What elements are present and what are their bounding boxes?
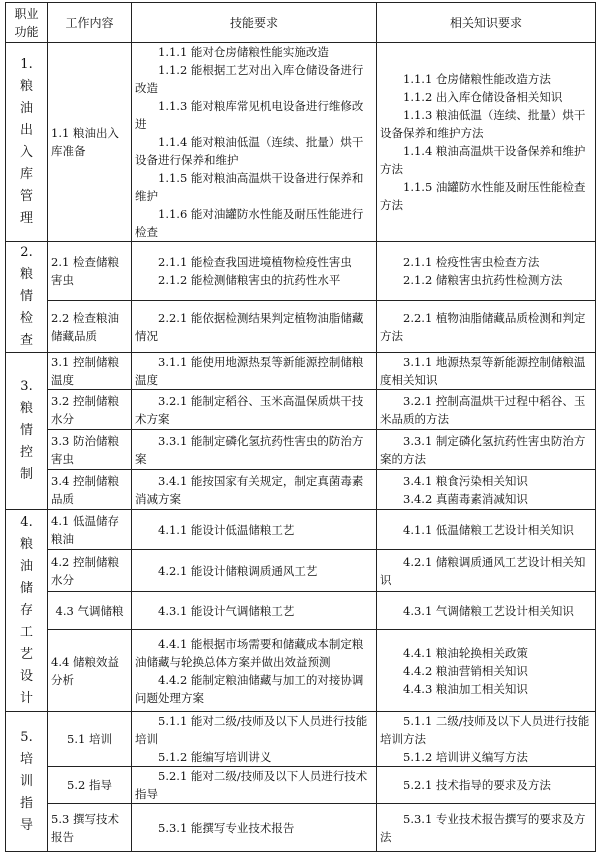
skill-item: 1.1.2 能根据工艺对出入库仓储设备进行改造 [135, 63, 364, 95]
knowledge-cell [377, 242, 596, 301]
work-content-cell [48, 43, 132, 242]
work-content-cell [48, 510, 132, 550]
function-label: 1.粮油出入库管理 [19, 57, 33, 226]
work-content-cell [48, 242, 132, 301]
work-content-text: 3.4 控制储粮品质 [51, 473, 119, 506]
skill-item: 1.1.3 能对粮库常见机电设备进行维修改进 [135, 99, 364, 131]
knowledge-item: 3.4.1 粮食污染相关知识 [403, 473, 528, 488]
header-knowledge: 相关知识要求 [377, 3, 596, 43]
table-body [6, 43, 596, 852]
skills-cell [132, 550, 377, 592]
work-content-cell [48, 804, 132, 852]
skills-cell [132, 430, 377, 470]
knowledge-cell [377, 712, 596, 767]
knowledge-item: 1.1.5 油罐防水性能及耐压性能检查方法 [380, 180, 586, 212]
skill-item: 2.1.2 能检测储粮害虫的抗药性水平 [158, 273, 341, 288]
knowledge-cell [377, 301, 596, 353]
knowledge-item: 5.2.1 技术指导的要求及方法 [403, 778, 551, 792]
function-cell [6, 43, 48, 242]
work-content-text: 5.1 培训 [67, 732, 112, 746]
knowledge-cell [377, 767, 596, 804]
table-row [6, 43, 596, 242]
skill-item: 4.3.1 能设计气调储粮工艺 [158, 603, 295, 618]
skills-cell [132, 712, 377, 767]
knowledge-cell [377, 353, 596, 390]
header-skills: 技能要求 [132, 3, 377, 43]
skill-item: 3.3.1 能制定磷化氢抗药性害虫的防治方案 [135, 433, 364, 466]
work-content-text: 5.3 撰写技术报告 [51, 811, 119, 844]
knowledge-item: 4.4.3 粮油加工相关知识 [403, 681, 528, 696]
work-content-text: 1.1 粮油出入库准备 [51, 126, 119, 158]
knowledge-item: 3.2.1 控制高温烘干过程中稻谷、玉米品质的方法 [380, 393, 586, 426]
knowledge-cell [377, 430, 596, 470]
skill-item: 1.1.1 能对仓房储粮性能实施改造 [158, 45, 329, 59]
work-content-cell [48, 767, 132, 804]
knowledge-item: 1.1.4 粮油高温烘干设备保养和维护方法 [380, 144, 586, 176]
header-function: 职业功能 [6, 3, 48, 43]
skill-item: 1.1.4 能对粮油低温（连续、批量）烘干设备进行保养和维护 [135, 135, 364, 167]
function-label: 4.粮油储存工艺设计 [19, 514, 33, 706]
work-content-text: 4.4 储粮效益分析 [51, 654, 119, 687]
table-row [6, 630, 596, 712]
table-row [6, 353, 596, 390]
skill-item: 4.1.1 能设计低温储粮工艺 [158, 522, 295, 537]
work-content-text: 3.1 控制储粮温度 [51, 355, 119, 387]
knowledge-cell [377, 550, 596, 592]
skills-cell [132, 390, 377, 430]
skill-item: 1.1.6 能对油罐防水性能及耐压性能进行检查 [135, 207, 364, 239]
occupational-skills-table [5, 2, 596, 852]
table-row [6, 510, 596, 550]
work-content-text: 2.1 检查储粮害虫 [51, 255, 119, 288]
knowledge-cell [377, 804, 596, 852]
skills-cell [132, 470, 377, 510]
skill-item: 4.4.2 能制定粮油储藏与加工的对接协调问题处理方案 [135, 672, 364, 705]
skill-item: 3.2.1 能制定稻谷、玉米高温保质烘干技术方案 [135, 393, 364, 426]
skills-cell [132, 510, 377, 550]
function-cell [6, 242, 48, 353]
table-row [6, 430, 596, 470]
knowledge-item: 2.2.1 植物油脂储藏品质检测和判定方法 [380, 310, 586, 343]
work-content-cell [48, 301, 132, 353]
table-row [6, 550, 596, 592]
skill-item: 5.1.2 能编写培训讲义 [158, 750, 272, 764]
skill-item: 5.1.1 能对二级/技师及以下人员进行技能培训 [135, 714, 368, 746]
knowledge-item: 4.2.1 储粮调质通风工艺设计相关知识 [380, 554, 586, 587]
table-row [6, 712, 596, 767]
work-content-cell [48, 430, 132, 470]
work-content-cell [48, 712, 132, 767]
table-row [6, 301, 596, 353]
knowledge-item: 5.1.1 二级/技师及以下人员进行技能培训方法 [380, 714, 590, 746]
work-content-text: 2.2 检查粮油储藏品质 [51, 310, 119, 343]
table-row [6, 390, 596, 430]
skills-cell [132, 43, 377, 242]
knowledge-cell [377, 43, 596, 242]
skill-item: 5.2.1 能对二级/技师及以下人员进行技术指导 [135, 769, 368, 801]
table-row [6, 804, 596, 852]
work-content-cell [48, 470, 132, 510]
function-cell [6, 712, 48, 852]
knowledge-item: 4.1.1 低温储粮工艺设计相关知识 [403, 522, 574, 537]
work-content-text: 4.1 低温储存粮油 [51, 513, 119, 546]
work-content-cell [48, 550, 132, 592]
knowledge-item: 1.1.2 出入库仓储设备相关知识 [403, 90, 563, 104]
function-cell [6, 510, 48, 712]
table-row [6, 470, 596, 510]
knowledge-cell [377, 510, 596, 550]
skill-item: 2.2.1 能依据检测结果判定植物油脂储藏情况 [135, 310, 364, 343]
skills-cell [132, 353, 377, 390]
knowledge-item: 2.1.1 检疫性害虫检查方法 [403, 255, 540, 270]
header-content: 工作内容 [48, 3, 132, 43]
work-content-cell [48, 390, 132, 430]
knowledge-item: 4.4.1 粮油轮换相关政策 [403, 645, 528, 660]
skill-item: 2.1.1 能检查我国进境植物检疫性害虫 [158, 255, 352, 270]
work-content-text: 3.3 防治储粮害虫 [51, 433, 119, 466]
work-content-text: 3.2 控制储粮水分 [51, 393, 119, 426]
knowledge-item: 5.1.2 培训讲义编写方法 [403, 750, 528, 764]
knowledge-cell [377, 390, 596, 430]
skill-item: 5.3.1 能撰写专业技术报告 [158, 820, 295, 835]
skills-cell [132, 301, 377, 353]
skills-cell [132, 592, 377, 630]
skill-item: 4.2.1 能设计储粮调质通风工艺 [158, 563, 318, 578]
knowledge-item: 4.3.1 气调储粮工艺设计相关知识 [403, 603, 574, 618]
knowledge-item: 1.1.3 粮油低温（连续、批量）烘干设备保养和维护方法 [380, 108, 586, 140]
table-row [6, 242, 596, 301]
work-content-text: 4.3 气调储粮 [55, 603, 124, 618]
table-header-row [6, 3, 596, 43]
function-label: 2.粮情检查 [19, 245, 33, 348]
skill-item: 3.4.1 能按国家有关规定，制定真菌毒素消减方案 [135, 473, 364, 506]
knowledge-item: 5.3.1 专业技术报告撰写的要求及方法 [380, 811, 586, 844]
knowledge-item: 1.1.1 仓房储粮性能改造方法 [403, 72, 551, 86]
knowledge-item: 3.3.1 制定磷化氢抗药性害虫防治方案的方法 [380, 433, 586, 466]
skill-item: 3.1.1 能使用地源热泵等新能源控制储粮温度 [135, 355, 364, 387]
skills-cell [132, 804, 377, 852]
knowledge-item: 3.4.2 真菌毒素消减知识 [403, 491, 528, 506]
work-content-cell [48, 592, 132, 630]
table-row [6, 592, 596, 630]
knowledge-item: 2.1.2 储粮害虫抗药性检测方法 [403, 273, 563, 288]
work-content-text: 4.2 控制储粮水分 [51, 554, 119, 587]
skill-item: 4.4.1 能根据市场需要和储藏成本制定粮油储藏与轮换总体方案并做出效益预测 [135, 636, 364, 669]
skills-cell [132, 767, 377, 804]
knowledge-item: 3.1.1 地源热泵等新能源控制储粮温度相关知识 [380, 355, 586, 387]
work-content-cell [48, 630, 132, 712]
function-label: 5.培训指导 [19, 729, 33, 833]
knowledge-cell [377, 592, 596, 630]
function-label: 3.粮情控制 [19, 379, 33, 482]
knowledge-cell [377, 470, 596, 510]
work-content-cell [48, 353, 132, 390]
skill-item: 1.1.5 能对粮油高温烘干设备进行保养和维护 [135, 171, 364, 203]
knowledge-cell [377, 630, 596, 712]
work-content-text: 5.2 指导 [67, 778, 112, 792]
skills-cell [132, 242, 377, 301]
function-cell [6, 353, 48, 510]
knowledge-item: 4.4.2 粮油营销相关知识 [403, 663, 528, 678]
table-row [6, 767, 596, 804]
skills-cell [132, 630, 377, 712]
